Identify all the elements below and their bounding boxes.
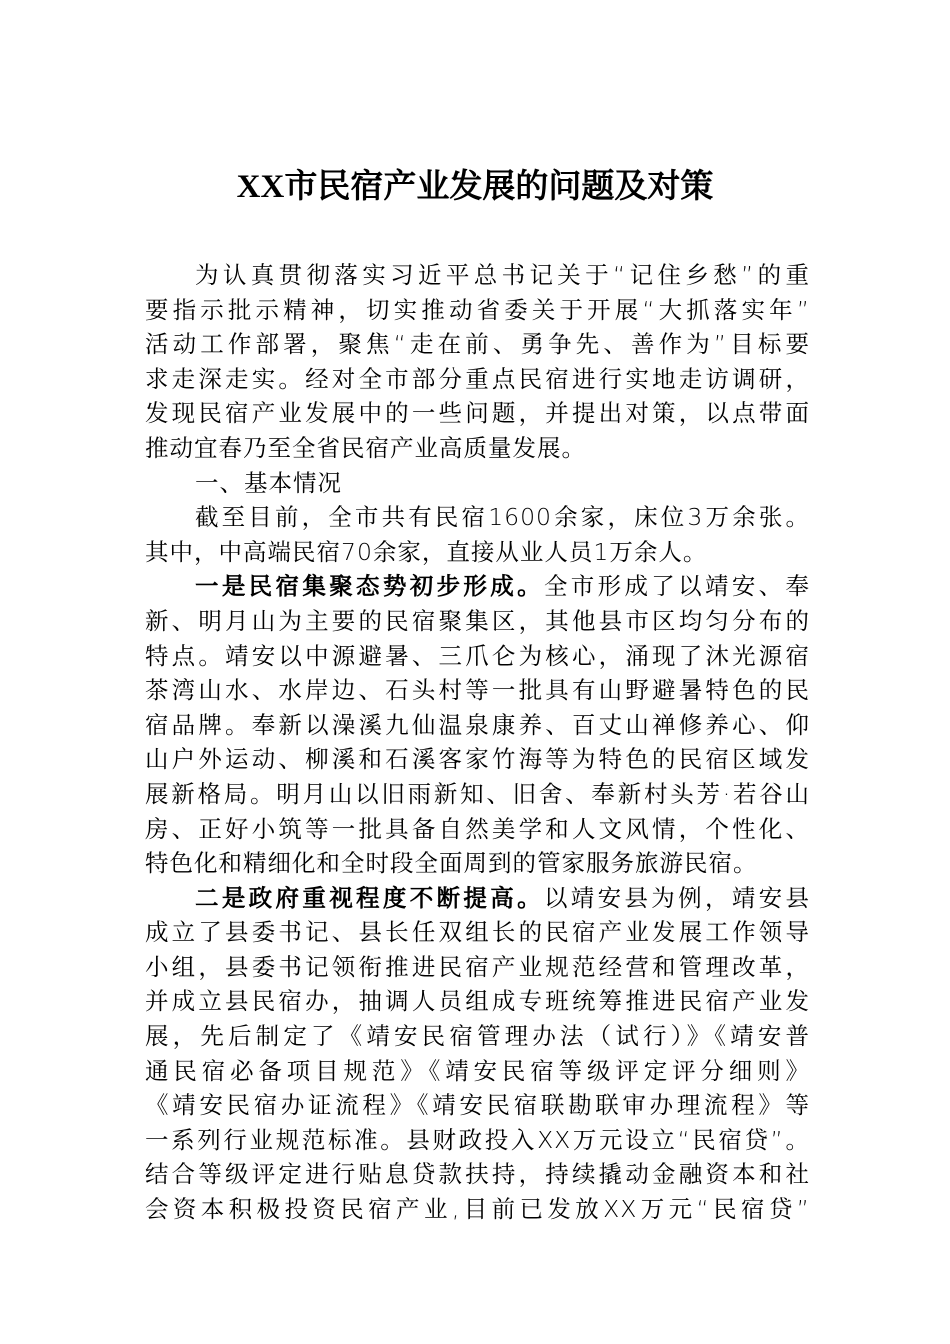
text-line: 会资本积极投资民宿产业,目前已发放XX万元“民宿贷” (145, 1195, 810, 1224)
point-text: 全市形成了以靖安、奉 (543, 572, 811, 601)
intro-paragraph (145, 258, 810, 466)
document-body (145, 258, 810, 1227)
text-line: 展新格局。明月山以旧雨新知、旧舍、奉新村头芳·若谷山 (145, 779, 810, 808)
text-line: 成立了县委书记、县长任双组长的民宿产业发展工作领导 (145, 918, 810, 947)
summary-paragraph (145, 500, 810, 569)
text-line: 求走深走实。经对全市部分重点民宿进行实地走访调研， (145, 364, 810, 393)
text-line: 房、正好小筑等一批具备自然美学和人文风情，个性化、 (145, 814, 810, 843)
text-line: 要指示批示精神，切实推动省委关于开展“大抓落实年” (145, 295, 810, 324)
point-text: 以靖安县为例，靖安县 (543, 883, 811, 912)
point-lead: 二是政府重视程度不断提高。 (195, 883, 544, 912)
text-line: 一系列行业规范标准。县财政投入XX万元设立“民宿贷”。 (145, 1125, 810, 1154)
text-line: 并成立县民宿办，抽调人员组成专班统筹推进民宿产业发 (145, 987, 810, 1016)
point-lead: 一是民宿集聚态势初步形成。 (195, 572, 544, 601)
text-line: 《靖安民宿办证流程》《靖安民宿联勘联审办理流程》等 (145, 1091, 810, 1120)
text-line: 结合等级评定进行贴息贷款扶持，持续撬动金融资本和社 (145, 1160, 810, 1189)
text-line: 活动工作部署，聚焦“走在前、勇争先、善作为”目标要 (145, 330, 810, 359)
text-line: 展，先后制定了《靖安民宿管理办法（试行）》《靖安普 (145, 1022, 810, 1051)
text-line: 截至目前，全市共有民宿1600余家，床位3万余张。 (195, 503, 810, 532)
section-heading: 一、基本情况 (195, 468, 342, 497)
text-line: 新、明月山为主要的民宿聚集区，其他县市区均匀分布的 (145, 606, 810, 635)
text-line: 特点。靖安以中源避暑、三爪仑为核心，涌现了沐光源宿 (145, 641, 810, 670)
text-line: 通民宿必备项目规范》《靖安民宿等级评定评分细则》 (145, 1056, 810, 1085)
text-line: 推动宜春乃至全省民宿产业高质量发展。 (145, 433, 586, 462)
text-line: 其中，中高端民宿70余家，直接从业人员1万余人。 (145, 537, 708, 566)
text-line: 特色化和精细化和全时段全面周到的管家服务旅游民宿。 (145, 849, 758, 878)
text-line: 宿品牌。奉新以澡溪九仙温泉康养、百丈山禅修养心、仰 (145, 710, 810, 739)
text-line (145, 881, 810, 916)
point-two-paragraph (145, 881, 810, 1227)
text-line: 山户外运动、柳溪和石溪客家竹海等为特色的民宿区域发 (145, 745, 810, 774)
point-one-paragraph (145, 569, 810, 880)
document-title: XX市民宿产业发展的问题及对策 (236, 169, 714, 205)
text-line (145, 569, 810, 604)
text-line: 为认真贯彻落实习近平总书记关于“记住乡愁”的重 (195, 261, 810, 289)
text-line: 发现民宿产业发展中的一些问题，并提出对策，以点带面 (145, 399, 810, 428)
text-line: 茶湾山水、水岸边、石头村等一批具有山野避暑特色的民 (145, 676, 810, 705)
text-line: 小组，县委书记领衔推进民宿产业规范经营和管理改革， (145, 952, 810, 981)
